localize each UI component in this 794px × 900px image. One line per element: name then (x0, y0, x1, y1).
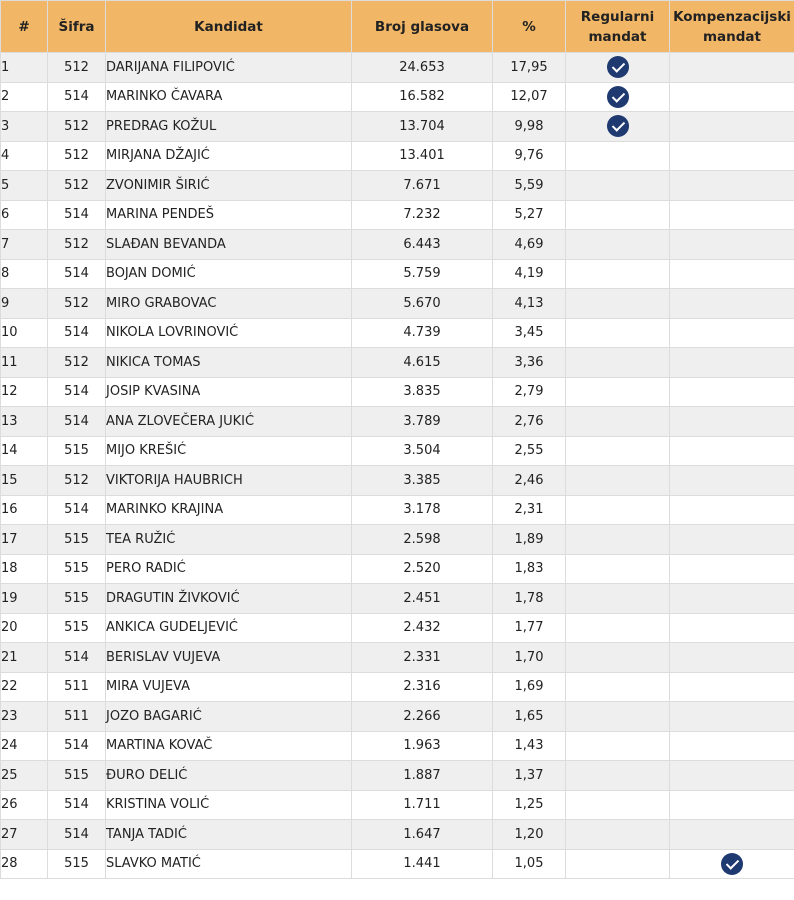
compensation-mandate-cell (670, 141, 794, 171)
table-row (1, 790, 794, 820)
row-number: 22 (1, 672, 48, 702)
vote-percent: 2,76 (493, 407, 566, 437)
row-number: 1 (1, 53, 48, 83)
compensation-mandate-cell (670, 849, 794, 879)
row-number: 19 (1, 584, 48, 614)
candidate-name: NIKOLA LOVRINOVIĆ (106, 318, 352, 348)
candidate-code: 514 (48, 643, 106, 673)
header-compensation-mandate: Kompenzacijski mandat (670, 1, 794, 53)
vote-percent: 4,13 (493, 289, 566, 319)
row-number: 21 (1, 643, 48, 673)
row-number: 5 (1, 171, 48, 201)
row-number: 18 (1, 554, 48, 584)
vote-percent: 4,69 (493, 230, 566, 260)
regular-mandate-cell (566, 584, 670, 614)
vote-count: 5.759 (352, 259, 493, 289)
compensation-mandate-cell (670, 230, 794, 260)
regular-mandate-cell (566, 141, 670, 171)
vote-percent: 1,78 (493, 584, 566, 614)
candidate-code: 514 (48, 82, 106, 112)
regular-mandate-cell (566, 230, 670, 260)
vote-count: 5.670 (352, 289, 493, 319)
table-row (1, 702, 794, 732)
compensation-mandate-cell (670, 761, 794, 791)
vote-count: 13.704 (352, 112, 493, 142)
table-row (1, 554, 794, 584)
row-number: 3 (1, 112, 48, 142)
regular-mandate-cell (566, 613, 670, 643)
row-number: 2 (1, 82, 48, 112)
compensation-mandate-cell (670, 672, 794, 702)
candidate-name: ANA ZLOVEČERA JUKIĆ (106, 407, 352, 437)
vote-percent: 2,55 (493, 436, 566, 466)
compensation-mandate-cell (670, 790, 794, 820)
candidate-name: PERO RADIĆ (106, 554, 352, 584)
candidate-name: ANKICA GUDELJEVIĆ (106, 613, 352, 643)
regular-mandate-cell (566, 525, 670, 555)
vote-count: 3.504 (352, 436, 493, 466)
vote-percent: 12,07 (493, 82, 566, 112)
candidate-code: 515 (48, 849, 106, 879)
table-row (1, 672, 794, 702)
candidate-code: 514 (48, 495, 106, 525)
candidate-code: 515 (48, 584, 106, 614)
row-number: 12 (1, 377, 48, 407)
regular-mandate-cell (566, 377, 670, 407)
regular-mandate-cell (566, 495, 670, 525)
vote-percent: 1,65 (493, 702, 566, 732)
row-number: 28 (1, 849, 48, 879)
candidate-code: 514 (48, 377, 106, 407)
regular-mandate-cell (566, 82, 670, 112)
vote-count: 1.963 (352, 731, 493, 761)
candidate-code: 511 (48, 702, 106, 732)
candidate-code: 515 (48, 761, 106, 791)
regular-mandate-cell (566, 643, 670, 673)
check-circle-icon (721, 853, 743, 875)
compensation-mandate-cell (670, 112, 794, 142)
vote-count: 2.451 (352, 584, 493, 614)
row-number: 27 (1, 820, 48, 850)
regular-mandate-cell (566, 554, 670, 584)
vote-count: 2.598 (352, 525, 493, 555)
vote-count: 3.835 (352, 377, 493, 407)
vote-percent: 17,95 (493, 53, 566, 83)
candidate-name: MARINKO ČAVARA (106, 82, 352, 112)
row-number: 15 (1, 466, 48, 496)
vote-count: 3.789 (352, 407, 493, 437)
candidate-code: 511 (48, 672, 106, 702)
regular-mandate-cell (566, 849, 670, 879)
table-header (1, 1, 794, 53)
compensation-mandate-cell (670, 554, 794, 584)
check-circle-icon (607, 86, 629, 108)
candidate-code: 515 (48, 525, 106, 555)
candidate-code: 515 (48, 613, 106, 643)
candidate-name: TANJA TADIĆ (106, 820, 352, 850)
candidate-code: 514 (48, 259, 106, 289)
table-row (1, 82, 794, 112)
row-number: 14 (1, 436, 48, 466)
vote-percent: 1,05 (493, 849, 566, 879)
vote-percent: 2,79 (493, 377, 566, 407)
row-number: 11 (1, 348, 48, 378)
candidate-code: 512 (48, 53, 106, 83)
table-row (1, 289, 794, 319)
table-row (1, 377, 794, 407)
vote-count: 3.178 (352, 495, 493, 525)
candidate-name: ZVONIMIR ŠIRIĆ (106, 171, 352, 201)
table-row (1, 230, 794, 260)
check-circle-icon (607, 115, 629, 137)
table-row (1, 318, 794, 348)
regular-mandate-cell (566, 731, 670, 761)
vote-percent: 2,46 (493, 466, 566, 496)
candidate-code: 514 (48, 731, 106, 761)
vote-percent: 1,25 (493, 790, 566, 820)
candidate-code: 512 (48, 141, 106, 171)
candidate-name: JOSIP KVASINA (106, 377, 352, 407)
row-number: 16 (1, 495, 48, 525)
vote-count: 3.385 (352, 466, 493, 496)
candidate-code: 514 (48, 407, 106, 437)
table-row (1, 761, 794, 791)
vote-percent: 1,69 (493, 672, 566, 702)
table-row (1, 584, 794, 614)
candidate-name: TEA RUŽIĆ (106, 525, 352, 555)
candidate-name: NIKICA TOMAS (106, 348, 352, 378)
candidate-code: 512 (48, 171, 106, 201)
candidate-code: 512 (48, 466, 106, 496)
vote-percent: 9,98 (493, 112, 566, 142)
regular-mandate-cell (566, 348, 670, 378)
vote-count: 16.582 (352, 82, 493, 112)
table-row (1, 731, 794, 761)
vote-count: 4.739 (352, 318, 493, 348)
row-number: 10 (1, 318, 48, 348)
candidate-code: 515 (48, 436, 106, 466)
vote-count: 7.671 (352, 171, 493, 201)
compensation-mandate-cell (670, 613, 794, 643)
regular-mandate-cell (566, 289, 670, 319)
regular-mandate-cell (566, 112, 670, 142)
row-number: 23 (1, 702, 48, 732)
vote-percent: 3,45 (493, 318, 566, 348)
candidate-name: BOJAN DOMIĆ (106, 259, 352, 289)
compensation-mandate-cell (670, 466, 794, 496)
row-number: 25 (1, 761, 48, 791)
vote-percent: 1,70 (493, 643, 566, 673)
row-number: 20 (1, 613, 48, 643)
candidate-code: 514 (48, 820, 106, 850)
vote-percent: 9,76 (493, 141, 566, 171)
row-number: 6 (1, 200, 48, 230)
regular-mandate-cell (566, 761, 670, 791)
candidate-code: 512 (48, 112, 106, 142)
header-row (1, 1, 794, 53)
compensation-mandate-cell (670, 259, 794, 289)
header-candidate: Kandidat (106, 1, 352, 53)
compensation-mandate-cell (670, 643, 794, 673)
vote-count: 2.316 (352, 672, 493, 702)
table-row (1, 53, 794, 83)
compensation-mandate-cell (670, 82, 794, 112)
table-row (1, 820, 794, 850)
candidate-name: MIRJANA DŽAJIĆ (106, 141, 352, 171)
regular-mandate-cell (566, 790, 670, 820)
candidate-name: JOZO BAGARIĆ (106, 702, 352, 732)
regular-mandate-cell (566, 318, 670, 348)
regular-mandate-cell (566, 53, 670, 83)
vote-count: 1.711 (352, 790, 493, 820)
candidate-name: SLAĐAN BEVANDA (106, 230, 352, 260)
table-row (1, 112, 794, 142)
vote-percent: 5,27 (493, 200, 566, 230)
vote-count: 7.232 (352, 200, 493, 230)
compensation-mandate-cell (670, 436, 794, 466)
regular-mandate-cell (566, 702, 670, 732)
compensation-mandate-cell (670, 53, 794, 83)
candidate-code: 514 (48, 200, 106, 230)
regular-mandate-cell (566, 200, 670, 230)
regular-mandate-cell (566, 171, 670, 201)
candidate-code: 512 (48, 348, 106, 378)
vote-count: 1.887 (352, 761, 493, 791)
table-row (1, 466, 794, 496)
candidate-code: 512 (48, 289, 106, 319)
candidate-name: BERISLAV VUJEVA (106, 643, 352, 673)
vote-percent: 1,37 (493, 761, 566, 791)
table-body (1, 53, 794, 879)
vote-percent: 1,20 (493, 820, 566, 850)
table-row (1, 348, 794, 378)
candidate-name: MIRA VUJEVA (106, 672, 352, 702)
table-row (1, 436, 794, 466)
vote-percent: 1,89 (493, 525, 566, 555)
candidate-name: MIRO GRABOVAC (106, 289, 352, 319)
vote-count: 2.266 (352, 702, 493, 732)
compensation-mandate-cell (670, 495, 794, 525)
header-num: # (1, 1, 48, 53)
compensation-mandate-cell (670, 348, 794, 378)
regular-mandate-cell (566, 466, 670, 496)
table-row (1, 495, 794, 525)
regular-mandate-cell (566, 820, 670, 850)
table-row (1, 259, 794, 289)
vote-count: 2.520 (352, 554, 493, 584)
vote-count: 1.441 (352, 849, 493, 879)
compensation-mandate-cell (670, 377, 794, 407)
vote-count: 2.432 (352, 613, 493, 643)
candidate-code: 514 (48, 790, 106, 820)
table-row (1, 141, 794, 171)
compensation-mandate-cell (670, 289, 794, 319)
vote-count: 4.615 (352, 348, 493, 378)
compensation-mandate-cell (670, 171, 794, 201)
row-number: 7 (1, 230, 48, 260)
row-number: 26 (1, 790, 48, 820)
regular-mandate-cell (566, 259, 670, 289)
compensation-mandate-cell (670, 200, 794, 230)
vote-percent: 1,83 (493, 554, 566, 584)
candidate-name: MARINKO KRAJINA (106, 495, 352, 525)
vote-percent: 5,59 (493, 171, 566, 201)
table-row (1, 171, 794, 201)
row-number: 9 (1, 289, 48, 319)
row-number: 13 (1, 407, 48, 437)
candidate-name: KRISTINA VOLIĆ (106, 790, 352, 820)
compensation-mandate-cell (670, 820, 794, 850)
candidate-code: 515 (48, 554, 106, 584)
vote-percent: 2,31 (493, 495, 566, 525)
table-row (1, 525, 794, 555)
candidate-name: MARINA PENDEŠ (106, 200, 352, 230)
compensation-mandate-cell (670, 584, 794, 614)
row-number: 8 (1, 259, 48, 289)
candidate-name: PREDRAG KOŽUL (106, 112, 352, 142)
candidate-name: ĐURO DELIĆ (106, 761, 352, 791)
table-row (1, 200, 794, 230)
vote-count: 1.647 (352, 820, 493, 850)
table-row (1, 613, 794, 643)
vote-percent: 4,19 (493, 259, 566, 289)
compensation-mandate-cell (670, 318, 794, 348)
vote-percent: 1,77 (493, 613, 566, 643)
regular-mandate-cell (566, 436, 670, 466)
header-code: Šifra (48, 1, 106, 53)
row-number: 4 (1, 141, 48, 171)
vote-count: 2.331 (352, 643, 493, 673)
vote-percent: 3,36 (493, 348, 566, 378)
header-percent: % (493, 1, 566, 53)
header-regular-mandate: Regularni mandat (566, 1, 670, 53)
row-number: 24 (1, 731, 48, 761)
regular-mandate-cell (566, 407, 670, 437)
candidate-name: MIJO KREŠIĆ (106, 436, 352, 466)
compensation-mandate-cell (670, 731, 794, 761)
vote-count: 13.401 (352, 141, 493, 171)
vote-count: 24.653 (352, 53, 493, 83)
candidate-name: MARTINA KOVAČ (106, 731, 352, 761)
header-votes: Broj glasova (352, 1, 493, 53)
compensation-mandate-cell (670, 525, 794, 555)
row-number: 17 (1, 525, 48, 555)
compensation-mandate-cell (670, 702, 794, 732)
candidate-name: SLAVKO MATIĆ (106, 849, 352, 879)
vote-percent: 1,43 (493, 731, 566, 761)
vote-count: 6.443 (352, 230, 493, 260)
table-row (1, 849, 794, 879)
check-circle-icon (607, 56, 629, 78)
table-row (1, 407, 794, 437)
table-row (1, 643, 794, 673)
regular-mandate-cell (566, 672, 670, 702)
candidate-code: 512 (48, 230, 106, 260)
candidate-code: 514 (48, 318, 106, 348)
compensation-mandate-cell (670, 407, 794, 437)
candidate-name: VIKTORIJA HAUBRICH (106, 466, 352, 496)
candidate-name: DARIJANA FILIPOVIĆ (106, 53, 352, 83)
candidate-name: DRAGUTIN ŽIVKOVIĆ (106, 584, 352, 614)
